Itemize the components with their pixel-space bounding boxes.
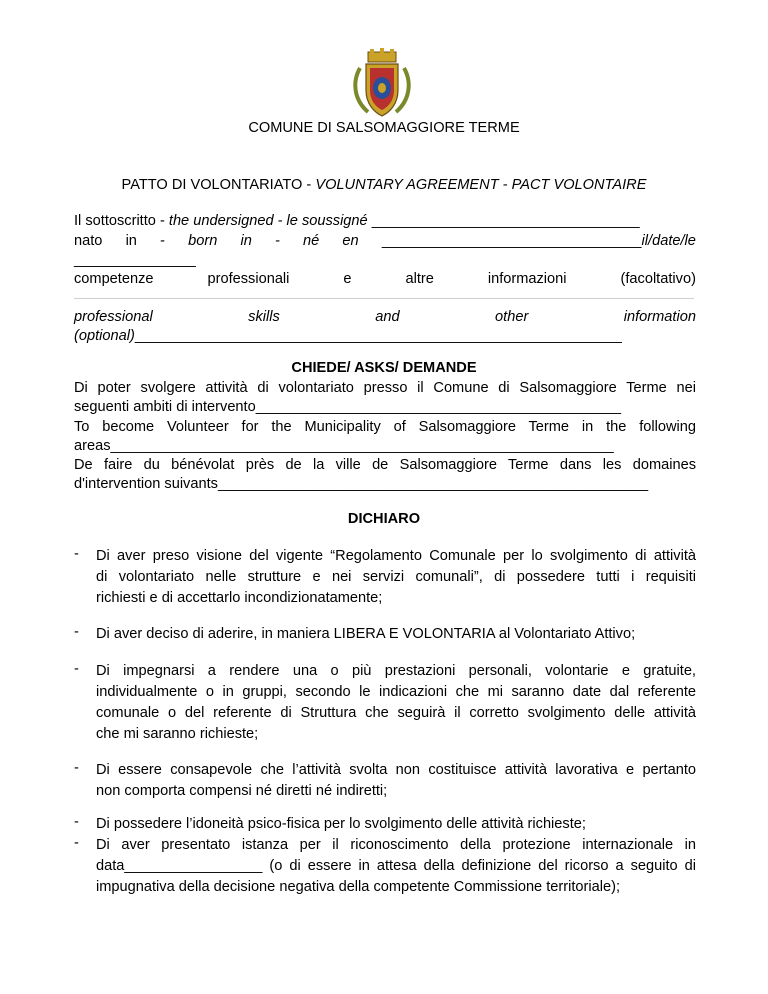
optional-line [74,327,696,345]
item-line: Di aver deciso di aderire, in maniera LIBERA E VOLONTARIA al Volontariato Attivo; [96,626,636,642]
born-word: nato [74,233,103,249]
item-line: di volontariato nelle strutture e nei servizi comunali”, di possedere tutti i requisiti [96,569,696,585]
skills-input-rule[interactable] [74,298,694,299]
coat-of-arms-logo [350,48,414,120]
item-dash: - [74,546,79,562]
skills-word: e [343,271,352,287]
declaration-item [96,546,696,609]
skills-word-en: professional [74,309,153,325]
item-line: Di essere consapevole che l’attività svolta non costituisce attività lavorativa e pertanto [96,762,696,778]
item-line: Di aver preso visione del vigente “Regolamento Comunale per lo svolgimento di attività [96,548,696,564]
request-en-line2: areas______________________________________________________________ [74,438,614,454]
item-line: impugnativa della decisione negativa della competente Commissione territoriale); [96,879,621,895]
item-line: Di aver presentato istanza per il riconoscimento della protezione internazionale in [96,837,696,853]
item-line: Di possedere l’idoneità psico-fisica per lo svolgimento delle attività richieste; [96,816,586,832]
skills-word: (facoltativo) [620,271,696,287]
request-it-blank[interactable]: _____________________________________________ [255,399,621,415]
title-italic: VOLUNTARY AGREEMENT - PACT VOLONTAIRE [315,177,647,193]
item-line[interactable]: data_________________ (o di essere in attesa della definizione del ricorso a seguito di [96,858,696,874]
item-dash: - [74,814,79,830]
born-word: - [275,233,280,249]
item-dash: - [74,760,79,776]
request-fr-blank[interactable]: _____________________________________________________ [217,476,649,492]
undersigned-blank[interactable]: _________________________________ [371,213,640,229]
item-line: comunale o del referente di Struttura che seguirà il corretto svolgimento delle attività [96,705,696,721]
skills-word-en: skills [248,309,280,325]
declaration-item [96,835,696,898]
skills-word-en: and [375,309,400,325]
municipality-name: COMUNE DI SALSOMAGGIORE TERME [248,120,520,136]
skills-word: informazioni [487,271,567,287]
born-word: en [342,233,359,249]
undersigned-label: Il sottoscritto - [74,213,169,229]
item-line: che mi saranno richieste; [96,726,259,742]
item-line: Di impegnarsi a rendere una o più prestazioni personali, volontarie e gratuite, [96,663,696,679]
born-word: in [240,233,252,249]
skills-line [74,270,696,288]
request-en-line1: To become Volunteer for the Municipality of Salsomaggiore Terme in the following [74,419,696,435]
request-it-line1: Di poter svolgere attività di volontariato presso il Comune di Salsomaggiore Terme nei [74,380,696,396]
undersigned-line [74,212,696,230]
declaration-item [96,661,696,745]
optional-blank[interactable]: ____________________________________________________________ [134,328,622,344]
declaration-item [96,814,696,835]
title-plain: PATTO DI VOLONTARIATO - [121,177,316,193]
declaration-item [96,624,696,645]
request-en-blank[interactable]: ______________________________________________________________ [110,438,614,454]
item-dash: - [74,835,79,851]
item-line: individualmente o in gruppi, secondo le indicazioni che mi saranno date dal referente [96,684,696,700]
born-blank[interactable]: ________________________________il/date/le [381,233,696,249]
item-dash: - [74,624,79,640]
born-blank-continued[interactable]: _______________ [74,252,196,268]
born-word: né [303,233,320,249]
skills-word: professionali [207,271,290,287]
skills-word-en: other [495,309,529,325]
born-line [74,232,696,250]
born-word: in [125,233,137,249]
item-line: richiesti e di accettarlo incondizionatamente; [96,590,383,606]
undersigned-label-italic: the undersigned - le soussigné [168,213,368,229]
declaration-heading: DICHIARO [347,511,421,527]
request-it-line2: seguenti ambiti di intervento_____________________________________________ [74,399,621,415]
skills-word: competenze [74,271,154,287]
request-fr-line1: De faire du bénévolat près de la ville de Salsomaggiore Terme dans les domaines [74,457,696,473]
born-word: - [160,233,165,249]
skills-word: altre [405,271,434,287]
optional-label: (optional) [74,328,135,344]
date-label: il/date/le [641,233,696,249]
item-line: non comporta compensi né diretti né indiretti; [96,783,388,799]
request-fr-line2: d'intervention suivants_____________________________________________________ [74,476,649,492]
skills-word-en: information [623,309,696,325]
request-heading: CHIEDE/ ASKS/ DEMANDE [291,360,477,376]
declaration-item [96,760,696,802]
skills-line-english [74,308,696,326]
item-dash: - [74,661,79,677]
document-title [0,177,768,193]
born-word: born [188,233,218,249]
